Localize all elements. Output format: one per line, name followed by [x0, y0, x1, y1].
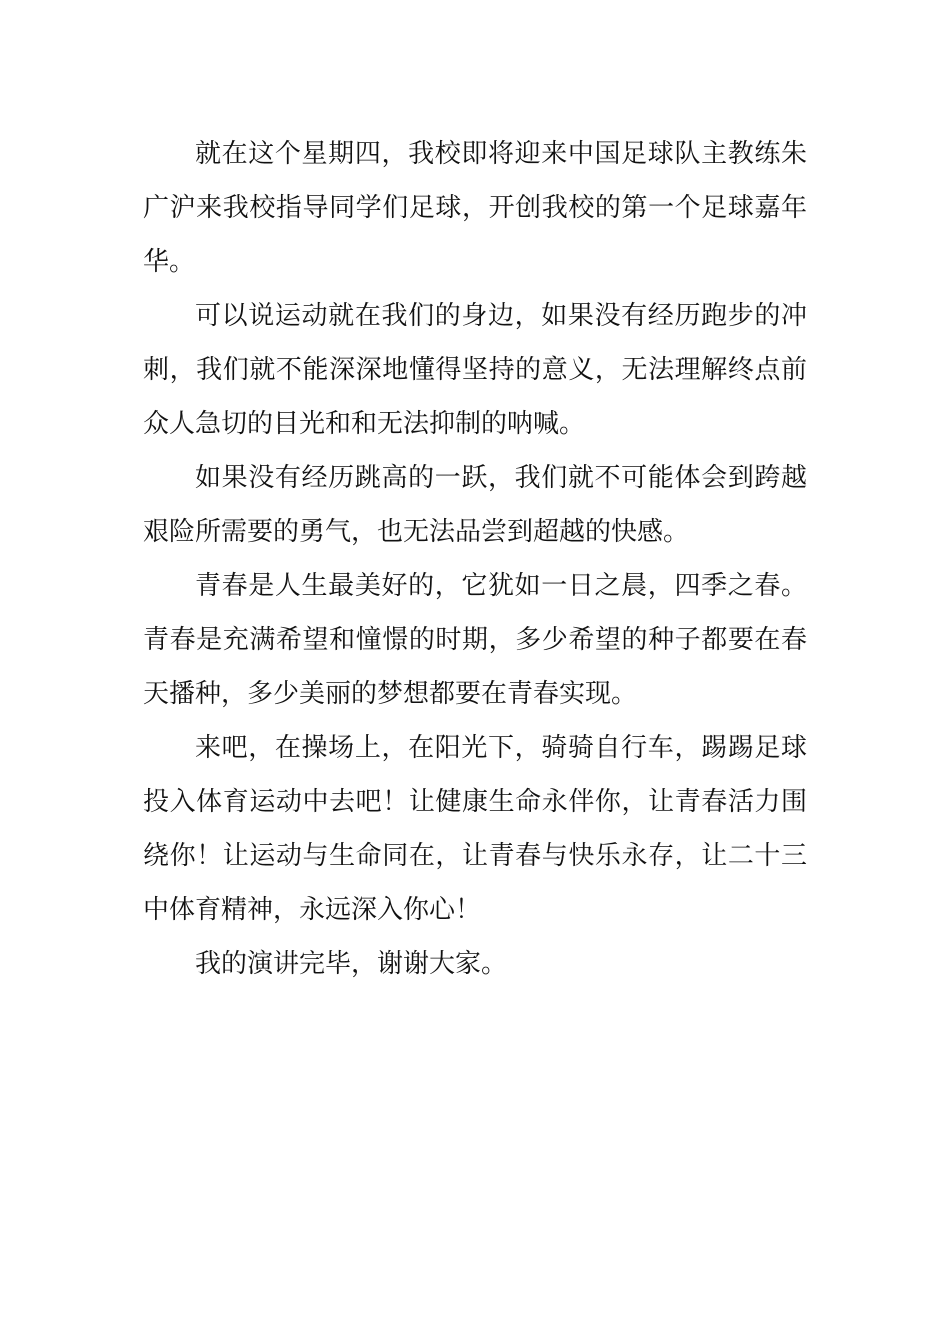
paragraph-2: 可以说运动就在我们的身边，如果没有经历跑步的冲刺，我们就不能深深地懂得坚持的意义，无法理解终点前众人急切的目光和和无法抑制的呐喊。 — [143, 301, 807, 439]
paragraph-4: 青春是人生最美好的，它犹如一日之晨，四季之春。青春是充满希望和憧憬的时期，多少希望的种子都要在春天播种，多少美丽的梦想都要在青春实现。 — [143, 571, 807, 709]
paragraph-3: 如果没有经历跳高的一跃，我们就不可能体会到跨越艰险所需要的勇气，也无法品尝到超越的快感。 — [143, 463, 807, 547]
document-body — [143, 127, 807, 991]
paragraph-5: 来吧，在操场上，在阳光下，骑骑自行车，踢踢足球投入体育运动中去吧！让健康生命永伴你，让青春活力围绕你！让运动与生命同在，让青春与快乐永存，让二十三中体育精神，永远深入你心！ — [143, 733, 807, 925]
paragraph-6: 我的演讲完毕，谢谢大家。 — [195, 949, 508, 979]
paragraph-1: 就在这个星期四，我校即将迎来中国足球队主教练朱广沪来我校指导同学们足球，开创我校的第一个足球嘉年华。 — [143, 139, 807, 277]
